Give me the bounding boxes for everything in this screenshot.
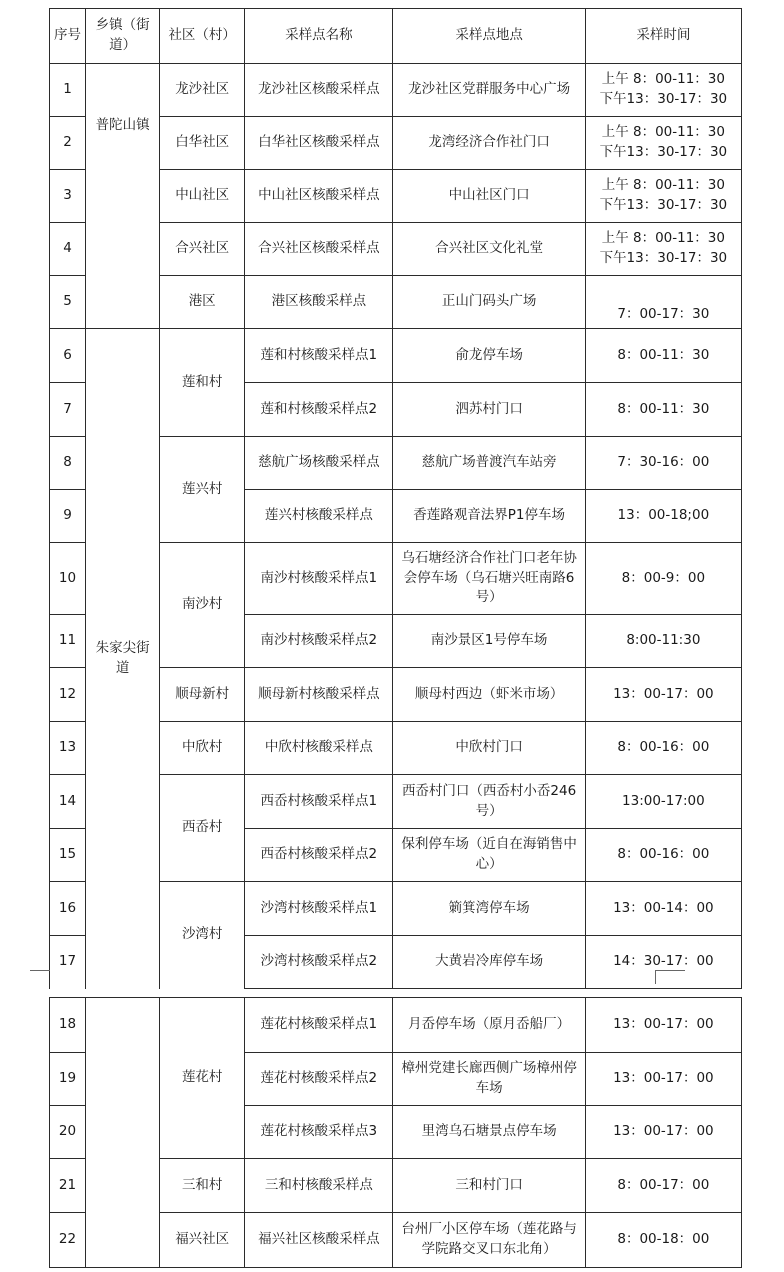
cell-no: 7 bbox=[50, 383, 86, 437]
cell-site: 南沙村核酸采样点2 bbox=[245, 615, 393, 668]
table-row bbox=[50, 329, 742, 383]
cell-location: 南沙景区1号停车场 bbox=[393, 615, 585, 668]
cell-no: 17 bbox=[50, 936, 86, 989]
cell-no: 6 bbox=[50, 329, 86, 383]
cell-no: 5 bbox=[50, 276, 86, 329]
cell-time: 8：00-9：00 bbox=[585, 543, 741, 615]
cell-time: 14：30-17：00 bbox=[585, 936, 741, 989]
cell-site: 莲花村核酸采样点2 bbox=[245, 1053, 393, 1106]
page-break-mark bbox=[30, 970, 50, 971]
cell-time: 上午 8：00-11：30 下午13：30-17：30 bbox=[585, 64, 741, 117]
cell-time: 13：00-17：00 bbox=[585, 998, 741, 1053]
cell-community: 中欣村 bbox=[160, 722, 245, 775]
cell-location: 俞龙停车场 bbox=[393, 329, 585, 383]
header-community: 社区（村） bbox=[160, 9, 245, 64]
cell-site: 顺母新村核酸采样点 bbox=[245, 668, 393, 722]
cell-no: 12 bbox=[50, 668, 86, 722]
cell-location: 樟州党建长廊西侧广场樟州停车场 bbox=[393, 1053, 585, 1106]
cell-site: 莲花村核酸采样点3 bbox=[245, 1106, 393, 1159]
cell-no: 21 bbox=[50, 1159, 86, 1213]
cell-location: 龙沙社区党群服务中心广场 bbox=[393, 64, 585, 117]
cell-community: 顺母新村 bbox=[160, 668, 245, 722]
page-break-mark bbox=[655, 970, 685, 971]
cell-location: 中山社区门口 bbox=[393, 170, 585, 223]
cell-time: 上午 8：00-11：30 下午13：30-17：30 bbox=[585, 117, 741, 170]
cell-site: 南沙村核酸采样点1 bbox=[245, 543, 393, 615]
cell-no: 19 bbox=[50, 1053, 86, 1106]
cell-location: 西岙村门口（西岙村小岙246号） bbox=[393, 775, 585, 829]
cell-site: 沙湾村核酸采样点2 bbox=[245, 936, 393, 989]
cell-time: 8：00-11：30 bbox=[585, 329, 741, 383]
cell-location: 慈航广场普渡汽车站旁 bbox=[393, 437, 585, 490]
cell-no: 18 bbox=[50, 998, 86, 1053]
cell-site: 慈航广场核酸采样点 bbox=[245, 437, 393, 490]
cell-community: 莲花村 bbox=[160, 998, 245, 1159]
cell-time: 13：00-17：00 bbox=[585, 1053, 741, 1106]
cell-location: 泗苏村门口 bbox=[393, 383, 585, 437]
cell-time: 8：00-18：00 bbox=[585, 1213, 741, 1268]
cell-time: 上午 8：00-11：30 下午13：30-17：30 bbox=[585, 223, 741, 276]
cell-community: 合兴社区 bbox=[160, 223, 245, 276]
cell-no: 16 bbox=[50, 882, 86, 936]
cell-town: 朱家尖街道 bbox=[86, 329, 160, 989]
cell-location: 合兴社区文化礼堂 bbox=[393, 223, 585, 276]
cell-location: 龙湾经济合作社门口 bbox=[393, 117, 585, 170]
cell-site: 三和村核酸采样点 bbox=[245, 1159, 393, 1213]
cell-time: 13：00-17：00 bbox=[585, 1106, 741, 1159]
header-town: 乡镇（街道） bbox=[86, 9, 160, 64]
cell-location: 中欣村门口 bbox=[393, 722, 585, 775]
cell-no: 22 bbox=[50, 1213, 86, 1268]
cell-no: 15 bbox=[50, 829, 86, 882]
header-row bbox=[50, 9, 742, 64]
cell-community: 三和村 bbox=[160, 1159, 245, 1213]
cell-no: 10 bbox=[50, 543, 86, 615]
cell-community: 港区 bbox=[160, 276, 245, 329]
page-break-mark bbox=[655, 970, 656, 984]
cell-location: 里湾乌石塘景点停车场 bbox=[393, 1106, 585, 1159]
cell-location: 正山门码头广场 bbox=[393, 276, 585, 329]
cell-time: 13：00-14：00 bbox=[585, 882, 741, 936]
cell-site: 中欣村核酸采样点 bbox=[245, 722, 393, 775]
cell-time: 8：00-17：00 bbox=[585, 1159, 741, 1213]
cell-location: 保利停车场（近自在海销售中心） bbox=[393, 829, 585, 882]
cell-time: 13:00-17:00 bbox=[585, 775, 741, 829]
cell-community: 西岙村 bbox=[160, 775, 245, 882]
cell-time: 上午 8：00-11：30 下午13：30-17：30 bbox=[585, 170, 741, 223]
cell-location: 大黄岩冷库停车场 bbox=[393, 936, 585, 989]
cell-location: 三和村门口 bbox=[393, 1159, 585, 1213]
cell-time: 8：00-16：00 bbox=[585, 722, 741, 775]
cell-site: 西岙村核酸采样点1 bbox=[245, 775, 393, 829]
cell-no: 14 bbox=[50, 775, 86, 829]
cell-time: 8:00-11:30 bbox=[585, 615, 741, 668]
cell-location: 香莲路观音法界P1停车场 bbox=[393, 490, 585, 543]
cell-site: 西岙村核酸采样点2 bbox=[245, 829, 393, 882]
cell-no: 4 bbox=[50, 223, 86, 276]
header-site-name: 采样点名称 bbox=[245, 9, 393, 64]
cell-community: 福兴社区 bbox=[160, 1213, 245, 1268]
cell-site: 莲和村核酸采样点2 bbox=[245, 383, 393, 437]
cell-community: 龙沙社区 bbox=[160, 64, 245, 117]
cell-time: 13：00-17：00 bbox=[585, 668, 741, 722]
cell-site: 港区核酸采样点 bbox=[245, 276, 393, 329]
cell-no: 13 bbox=[50, 722, 86, 775]
cell-no: 1 bbox=[50, 64, 86, 117]
table-row bbox=[50, 998, 742, 1053]
sampling-table-part1 bbox=[49, 8, 742, 989]
cell-time: 7：30-16：00 bbox=[585, 437, 741, 490]
cell-location: 箣箕湾停车场 bbox=[393, 882, 585, 936]
cell-time: 8：00-16：00 bbox=[585, 829, 741, 882]
cell-time: 8：00-11：30 bbox=[585, 383, 741, 437]
cell-town: 普陀山镇 bbox=[86, 64, 160, 329]
cell-community: 沙湾村 bbox=[160, 882, 245, 989]
header-site-location: 采样点地点 bbox=[393, 9, 585, 64]
table-row bbox=[50, 64, 742, 117]
cell-community: 南沙村 bbox=[160, 543, 245, 668]
cell-no: 3 bbox=[50, 170, 86, 223]
cell-community: 莲和村 bbox=[160, 329, 245, 437]
cell-town-continued bbox=[86, 998, 160, 1268]
cell-time: 7：00-17：30 bbox=[585, 276, 741, 329]
cell-no: 20 bbox=[50, 1106, 86, 1159]
cell-location: 台州厂小区停车场（莲花路与学院路交叉口东北角） bbox=[393, 1213, 585, 1268]
cell-site: 莲花村核酸采样点1 bbox=[245, 998, 393, 1053]
cell-no: 8 bbox=[50, 437, 86, 490]
cell-location: 顺母村西边（虾米市场） bbox=[393, 668, 585, 722]
cell-site: 福兴社区核酸采样点 bbox=[245, 1213, 393, 1268]
cell-site: 沙湾村核酸采样点1 bbox=[245, 882, 393, 936]
cell-time: 13：00-18;00 bbox=[585, 490, 741, 543]
cell-location: 乌石塘经济合作社门口老年协会停车场（乌石塘兴旺南路6号） bbox=[393, 543, 585, 615]
cell-no: 9 bbox=[50, 490, 86, 543]
cell-site: 白华社区核酸采样点 bbox=[245, 117, 393, 170]
cell-location: 月岙停车场（原月岙船厂） bbox=[393, 998, 585, 1053]
cell-community: 莲兴村 bbox=[160, 437, 245, 543]
cell-no: 11 bbox=[50, 615, 86, 668]
cell-community: 白华社区 bbox=[160, 117, 245, 170]
cell-site: 莲和村核酸采样点1 bbox=[245, 329, 393, 383]
cell-site: 莲兴村核酸采样点 bbox=[245, 490, 393, 543]
cell-site: 合兴社区核酸采样点 bbox=[245, 223, 393, 276]
cell-no: 2 bbox=[50, 117, 86, 170]
cell-site: 中山社区核酸采样点 bbox=[245, 170, 393, 223]
header-no: 序号 bbox=[50, 9, 86, 64]
cell-community: 中山社区 bbox=[160, 170, 245, 223]
cell-site: 龙沙社区核酸采样点 bbox=[245, 64, 393, 117]
sampling-table-part2 bbox=[49, 997, 742, 1268]
header-sampling-time: 采样时间 bbox=[585, 9, 741, 64]
